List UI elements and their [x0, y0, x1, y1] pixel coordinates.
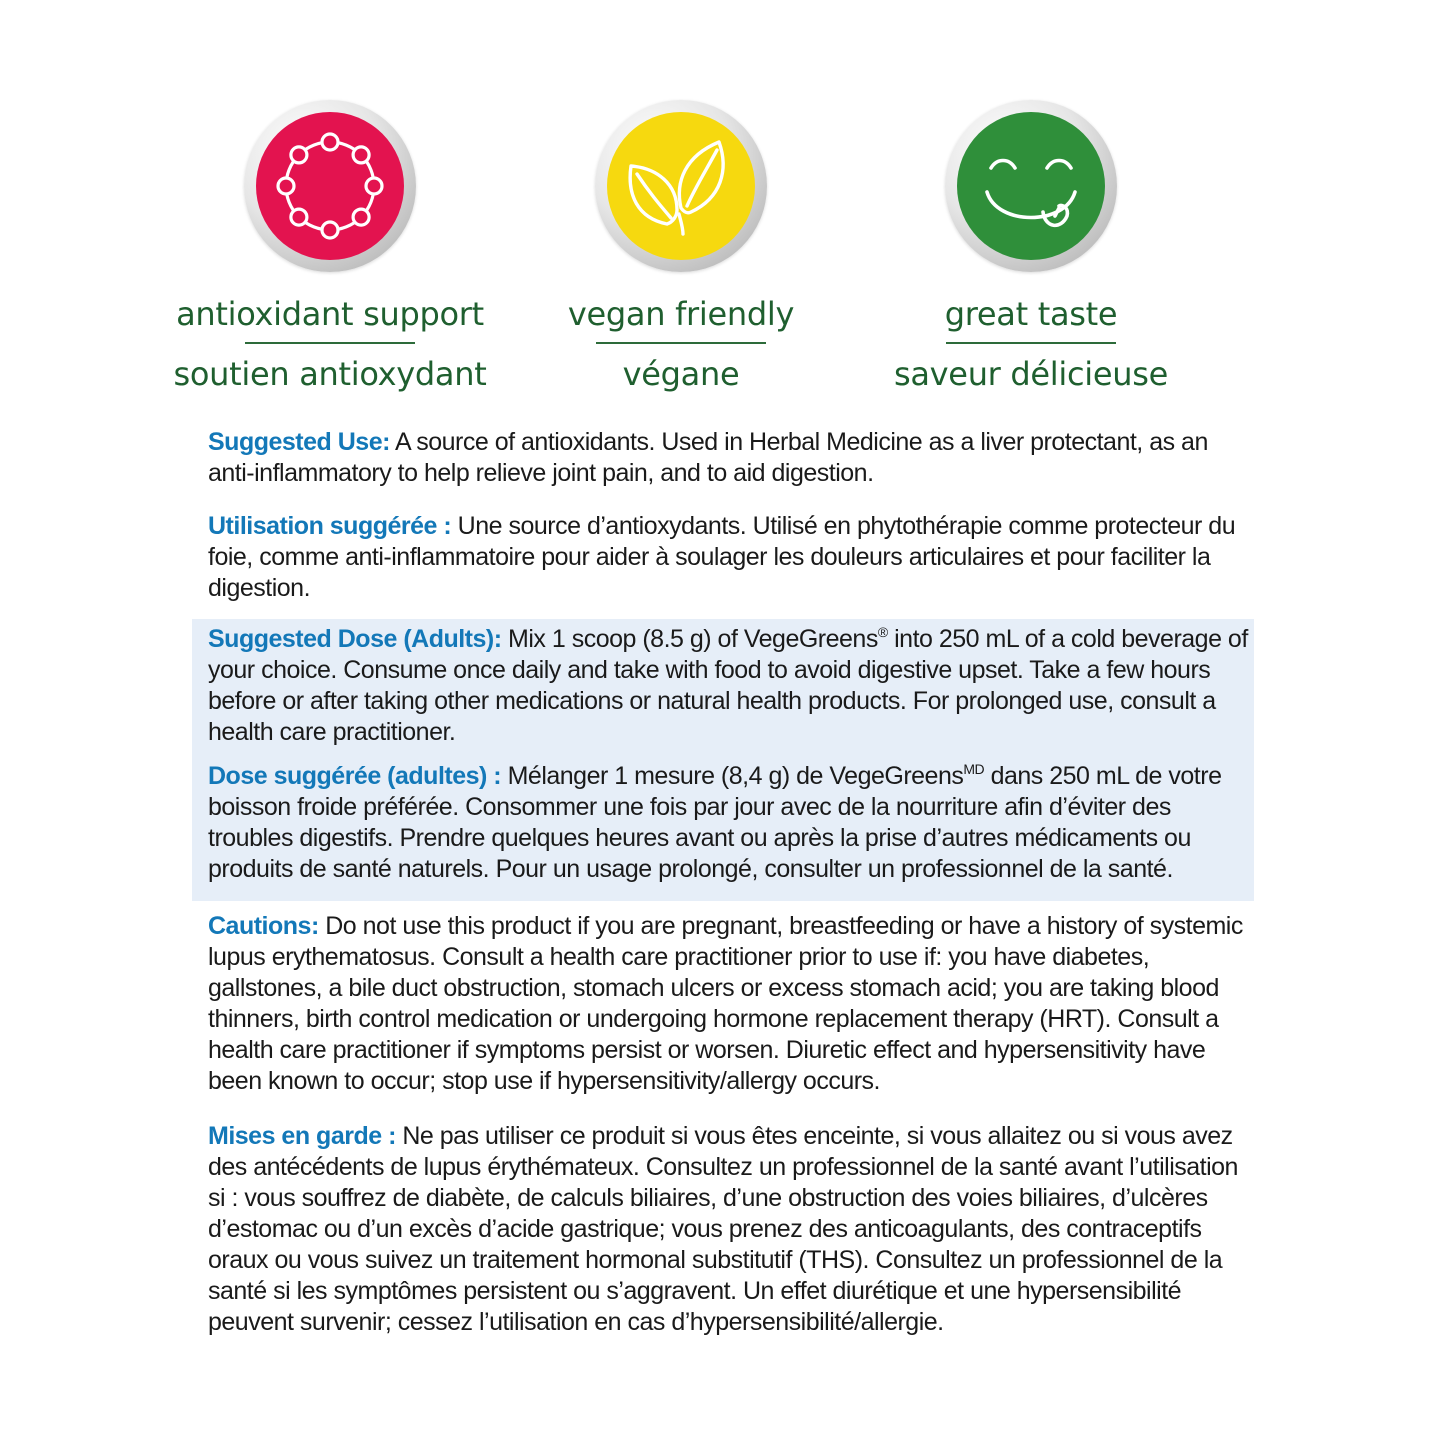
badge-antioxidant-fr: soutien antioxydant — [173, 355, 487, 393]
leaves-icon — [607, 112, 755, 260]
badge-vegan-en: vegan friendly — [567, 295, 795, 333]
badge-antioxidant-en: antioxidant support — [176, 295, 484, 333]
antioxidant-ring-icon — [256, 112, 404, 260]
suggested-use-paragraph — [208, 427, 1248, 489]
mises-text: Ne pas utiliser ce produit si vous êtes enceinte, si vous allaitez ou si vous avez des antécédents de lupus érythémateux. Consultez un professionnel de la santé avant l’utilisation si : vous souffrez de diabète, de calculs biliaires, d’une obstruction des voies biliaires, d’ulcères d’estomac ou d’un excès d’acide gastrique; vous prenez des anticoagulants, des contraceptifs oraux ou vous suivez un traitement hormonal substitutif (THS). Consultez un professionnel de la santé si les symptômes persistent ou s’aggravent. Un effet diurétique et une hypersensibilité peuvent survenir; cessez l’utilisation en cas d’hypersensibilité/allergie. — [208, 1122, 1238, 1336]
badge-antioxidant-ring — [244, 100, 416, 272]
dose-en-label: Suggested Dose (Adults): — [208, 625, 502, 653]
badge-vegan-ring — [595, 100, 767, 272]
dose-fr-text-a: Mélanger 1 mesure (8,4 g) de VegeGreens — [501, 762, 964, 790]
badge-vegan — [511, 100, 851, 394]
suggested-use-text: A source of antioxidants. Used in Herbal Medicine as a liver protectant, as an anti-inflammatory to help relieve joint pain, and to aid digestion. — [208, 428, 1208, 487]
badge-antioxidant — [160, 100, 500, 394]
badge-taste-ring — [945, 100, 1117, 272]
badge-antioxidant-divider — [245, 342, 415, 344]
dose-en-text-a: Mix 1 scoop (8.5 g) of VegeGreens — [501, 625, 878, 653]
utilisation-label: Utilisation suggérée : — [208, 512, 452, 540]
badge-taste — [861, 100, 1201, 394]
feature-badges — [0, 100, 1445, 393]
badge-taste-divider — [946, 342, 1116, 344]
registered-mark: ® — [877, 624, 888, 640]
mises-label: Mises en garde : — [208, 1122, 396, 1150]
md-mark: MD — [963, 761, 985, 777]
utilisation-text: Une source d’antioxydants. Utilisé en phytothérapie comme protecteur du foie, comme anti-inflammatoire pour aider à soulager les douleurs articulaires et pour faciliter la digestion. — [208, 512, 1236, 602]
dose-fr-paragraph — [208, 761, 1248, 885]
badge-vegan-fr: végane — [622, 355, 740, 393]
cautions-paragraph — [208, 911, 1248, 1097]
badge-vegan-divider — [596, 342, 766, 344]
dose-en-text-b: into 250 mL of a cold beverage of your choice. Consume once daily and take with food to avoid digestive upset. Take a few hours before or after taking other medications or natural health products. For prolonged use, consult a health care practitioner. — [208, 625, 1248, 746]
smiley-tongue-icon — [957, 112, 1105, 260]
badge-taste-fr: saveur délicieuse — [893, 355, 1168, 393]
dose-fr-label: Dose suggérée (adultes) : — [208, 762, 502, 790]
cautions-label: Cautions: — [208, 912, 319, 940]
dose-en-paragraph — [208, 624, 1248, 748]
cautions-text: Do not use this product if you are pregnant, breastfeeding or have a history of systemic lupus erythematosus. Consult a health care practitioner prior to use if: you have diabetes, gallstones, a bile duct obstruction, stomach ulcers or excess stomach acid; you are taking blood thinners, birth control medication or undergoing hormone replacement therapy (HRT). Consult a health care practitioner if symptoms persist or worsen. Diuretic effect and hypersensitivity have been known to occur; stop use if hypersensitivity/allergy occurs. — [208, 912, 1243, 1095]
utilisation-paragraph — [208, 511, 1248, 604]
dose-fr-text-b: dans 250 mL de votre boisson froide préférée. Consommer une fois par jour avec de la nourriture afin d’éviter des troubles digestifs. Prendre quelques heures avant ou après la prise d’autres médicaments ou produits de santé naturels. Pour un usage prolongé, consulter un professionnel de la santé. — [208, 762, 1222, 883]
badge-taste-en: great taste — [944, 295, 1118, 333]
suggested-use-label: Suggested Use: — [208, 428, 390, 456]
mises-paragraph — [208, 1121, 1248, 1338]
